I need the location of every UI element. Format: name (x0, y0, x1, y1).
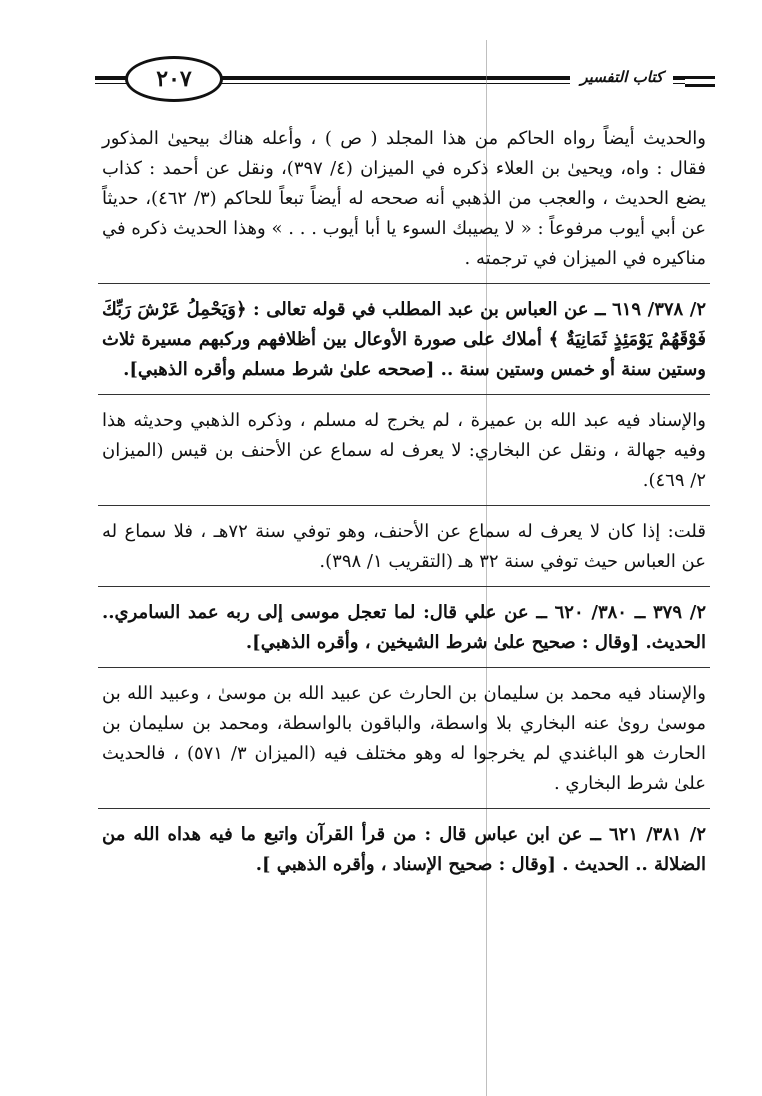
book-title: كتاب التفسير (570, 68, 673, 86)
commentary-paragraph: قلت: إذا كان لا يعرف له سماع عن الأحنف، وهو توفي سنة ٧٢هـ ، فلا سماع له عن العباس حيث توفي سنة ٣٢ هـ (التقريب ١/ ٣٩٨). (102, 521, 706, 572)
page-header (95, 50, 715, 108)
separator-line (98, 667, 710, 668)
separator-line (98, 283, 710, 284)
commentary-paragraph: والحديث أيضاً رواه الحاكم من هذا المجلد ( ص ) ، وأعله هناك بيحيىٰ المذكور فقال : واه، ويحيىٰ بن العلاء ذكره في الميزان (٤/ ٣٩٧)، ونقل عن أحمد : كذاب يضع الحديث ، والعجب من الذهبي أنه صححه له أيضاً تبعاً للحاكم (٣/ ٤٦٢)، حديثاً عن أبي أيوب مرفوعاً : « لا يصيبك السوء يا أبا أيوب . . . » وهذا الحديث ذكره في مناكيره في الميزان في ترجمته . (102, 128, 706, 269)
separator-line (98, 808, 710, 809)
hadith-entry-619: ٢/ ٣٧٨/ ٦١٩ ــ عن العباس بن عبد المطلب في قوله تعالى : ﴿وَيَحْمِلُ عَرْشَ رَبِّكَ فَوْقَهُمْ يَوْمَئِذٍ ثَمَانِيَةٌ ﴾ أملاك على صورة الأوعال بين أظلافهم وركبهم مسيرة ثلاث وستين سنة أو خمس وستين سنة .. [صححه علىٰ شرط مسلم وأقره الذهبي]. (102, 299, 707, 380)
separator-line (98, 505, 710, 506)
commentary-paragraph: والإسناد فيه محمد بن سليمان بن الحارث عن عبيد الله بن موسىٰ ، وعبيد الله بن موسىٰ روىٰ عنه البخاري بلا واسطة، والباقون بالواسطة، ومحمد بن سليمان بن الحارث هو الباغندي لم يخرجوا له وهو مختلف فيه (الميزان ٣/ ٥٧١) ، فالحديث علىٰ شرط البخاري . (102, 683, 706, 794)
hadith-entry-621: ٢/ ٣٨١/ ٦٢١ ــ عن ابن عباس قال : من قرأ القرآن واتبع ما فيه هداه الله من الضلالة .. الحديث . [وقال : صحيح الإسناد ، وأقره الذهبي ]. (102, 824, 706, 875)
commentary-paragraph: والإسناد فيه عبد الله بن عميرة ، لم يخرج له مسلم ، وذكره الذهبي وحديثه هذا وفيه جهالة ، ونقل عن البخاري: لا يعرف له سماع عن الأحنف بن قيس (الميزان ٢/ ٤٦٩). (102, 410, 706, 491)
page-number: ٢٠٧ (125, 56, 223, 102)
page-body (102, 124, 706, 880)
hadith-entry-620: ٢/ ٣٧٩ ــ ٣٨٠/ ٦٢٠ ــ عن علي قال: لما تعجل موسى إلى ربه عمد السامري.. الحديث. [وقال : صحيح علىٰ شرط الشيخين ، وأقره الذهبي]. (102, 602, 706, 653)
header-double-bar-ornament (685, 76, 715, 87)
separator-line (98, 586, 710, 587)
separator-line (98, 394, 710, 395)
